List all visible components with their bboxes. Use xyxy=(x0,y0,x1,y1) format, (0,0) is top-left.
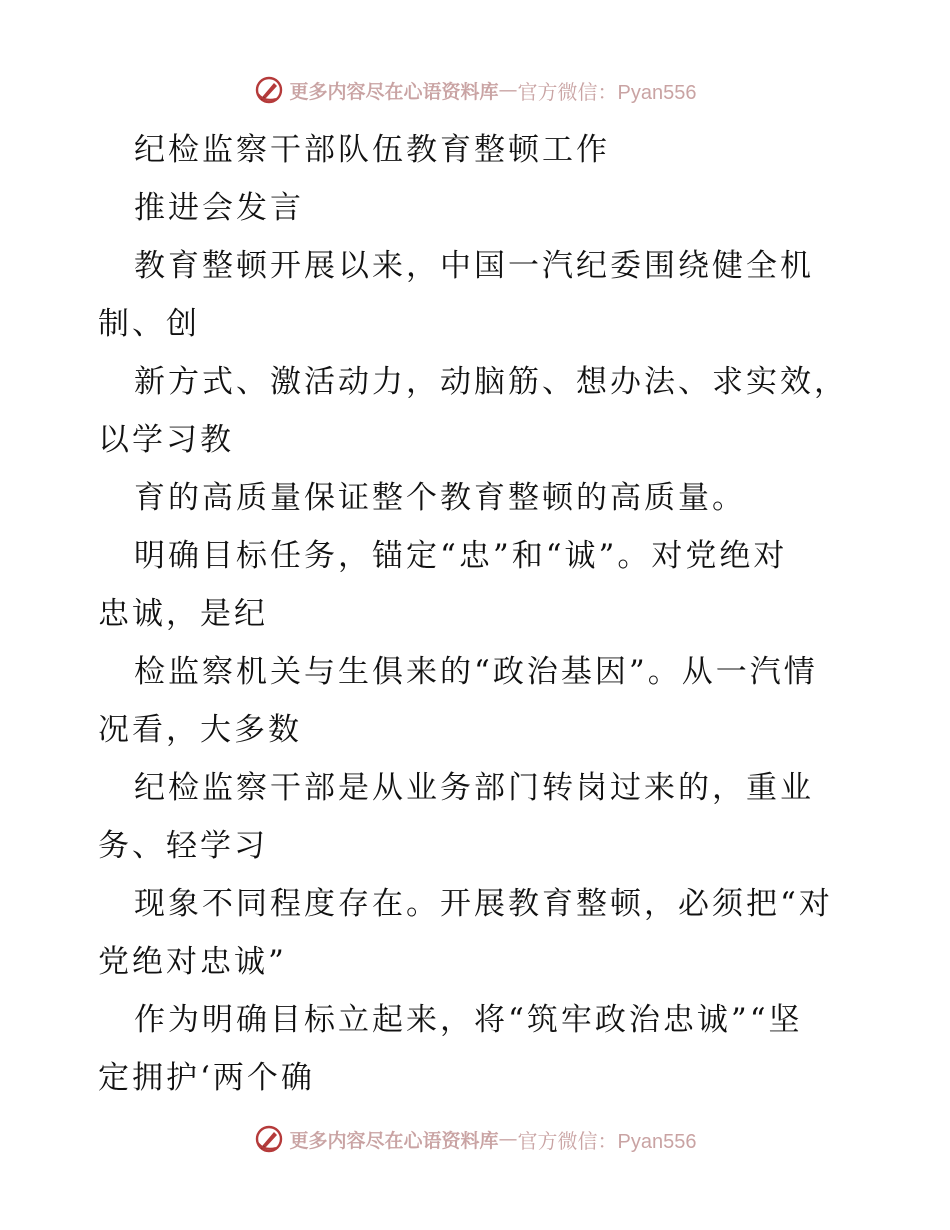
text-line: 检监察机关与生俱来的“政治基因”。从一汽情 xyxy=(134,654,818,690)
text-line: 育的高质量保证整个教育整顿的高质量。 xyxy=(134,480,746,516)
text-line: 况看，大多数 xyxy=(98,712,302,748)
text-line: 忠诚，是纪 xyxy=(98,596,268,632)
text-line: 教育整顿开展以来，中国一汽纪委围绕健全机 xyxy=(134,248,814,284)
text-line: 新方式、激活动力，动脑筋、想办法、求实效， xyxy=(134,364,848,400)
text-line: 以学习教 xyxy=(98,422,234,458)
watermark-suffix: 官方微信：Pyan556 xyxy=(517,81,697,104)
text-line: 务、轻学习 xyxy=(98,828,268,864)
document-body xyxy=(98,121,868,1107)
text-line: 党绝对忠诚” xyxy=(98,944,287,980)
pen-in-circle-logo-icon xyxy=(254,1124,284,1154)
text-line: 推进会发言 xyxy=(134,190,304,226)
watermark-text: 更多内容尽在心语资料库 xyxy=(289,80,499,103)
text-line: 明确目标任务，锚定“忠”和“诚”。对党绝对 xyxy=(134,538,788,574)
text-line: 定拥护‘两个确 xyxy=(98,1060,315,1096)
watermark-separator: — xyxy=(498,1128,518,1150)
watermark-separator: — xyxy=(498,79,518,101)
pen-in-circle-logo-icon xyxy=(254,75,284,105)
text-line: 作为明确目标立起来，将“筑牢政治忠诚”“坚 xyxy=(134,1002,803,1038)
text-line: 纪检监察干部队伍教育整顿工作 xyxy=(134,132,610,168)
watermark-text: 更多内容尽在心语资料库 xyxy=(289,1129,499,1152)
header-watermark xyxy=(0,70,950,110)
footer-watermark xyxy=(0,1119,950,1159)
text-line: 现象不同程度存在。开展教育整顿，必须把“对 xyxy=(134,886,833,922)
text-line: 纪检监察干部是从业务部门转岗过来的，重业 xyxy=(134,770,814,806)
watermark-suffix: 官方微信：Pyan556 xyxy=(517,1130,697,1153)
text-line: 制、创 xyxy=(98,306,200,342)
